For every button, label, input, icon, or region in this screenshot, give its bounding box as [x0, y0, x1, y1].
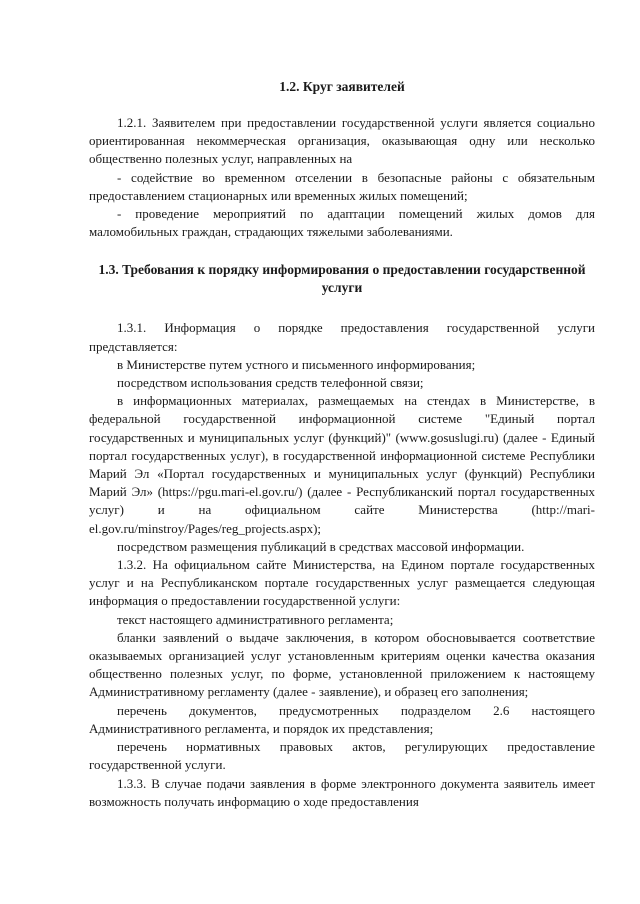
paragraph: бланки заявлений о выдаче заключения, в котором обосновывается соответствие оказываемых организацией услуг установленным критериям оценки качества оказания общественно полезных услуг, по форме, установленной приложением к настоящему Административному регламенту (далее - заявление), и образец его заполнения;	[89, 629, 595, 700]
paragraph-1-2-1: 1.2.1. Заявителем при предоставлении государственной услуги является социально ориентированная некоммерческая организация, оказывающая одну или несколько общественно полезных услуг, направленных на	[89, 115, 595, 167]
paragraph: перечень документов, предусмотренных подразделом 2.6 настоящего Административного регламента, и порядок их представления;	[89, 702, 595, 736]
paragraph-list-item: - проведение мероприятий по адаптации помещений жилых домов для маломобильных граждан, страдающих тяжелыми заболеваниями.	[89, 206, 595, 240]
paragraph: перечень нормативных правовых актов, регулирующих предоставление государственной услуги.	[89, 739, 595, 773]
document-content	[89, 78, 595, 811]
paragraph-1-3-2: 1.3.2. На официальном сайте Министерства, на Едином портале государственных услуг и на Республиканском портале государственных услуг размещается следующая информация о предоставлении государственной услуги:	[89, 557, 595, 609]
paragraph-1-3-3: 1.3.3. В случае подачи заявления в форме электронного документа заявитель имеет возможность получать информацию о ходе предоставления	[89, 775, 595, 809]
paragraph-1-3-1: 1.3.1. Информация о порядке предоставления государственной услуги представляется:	[89, 320, 595, 354]
paragraph: текст настоящего административного регламента;	[117, 611, 394, 627]
paragraph-list-item: - содействие во временном отселении в безопасные районы с обязательным предоставлением стационарных или временных жилых помещений;	[89, 169, 595, 203]
section-heading-1-3: 1.3. Требования к порядку информирования о предоставлении государственной услуги	[98, 262, 586, 296]
section-heading-1-2: 1.2. Круг заявителей	[279, 79, 405, 94]
paragraph: посредством размещения публикаций в средствах массовой информации.	[117, 538, 525, 554]
paragraph: в информационных материалах, размещаемых на стендах в Министерстве, в федеральной государственной информационной системе "Единый портал государственных и муниципальных услуг (функций)" (www.gosuslugi.ru) (далее - Единый портал государственных услуг), в государственной информационной системе Республики Марий Эл «Портал государственных и муниципальных услуг (функций) Республики Марий Эл» (https://pgu.mari-el.gov.ru/) (далее - Республиканский портал государственных услуг) и на официальном сайте Министерства (http://mari-el.gov.ru/minstroy/Pages/reg_projects.aspx);	[89, 393, 595, 536]
paragraph: в Министерстве путем устного и письменного информирования;	[117, 356, 476, 372]
paragraph: посредством использования средств телефонной связи;	[117, 375, 424, 391]
